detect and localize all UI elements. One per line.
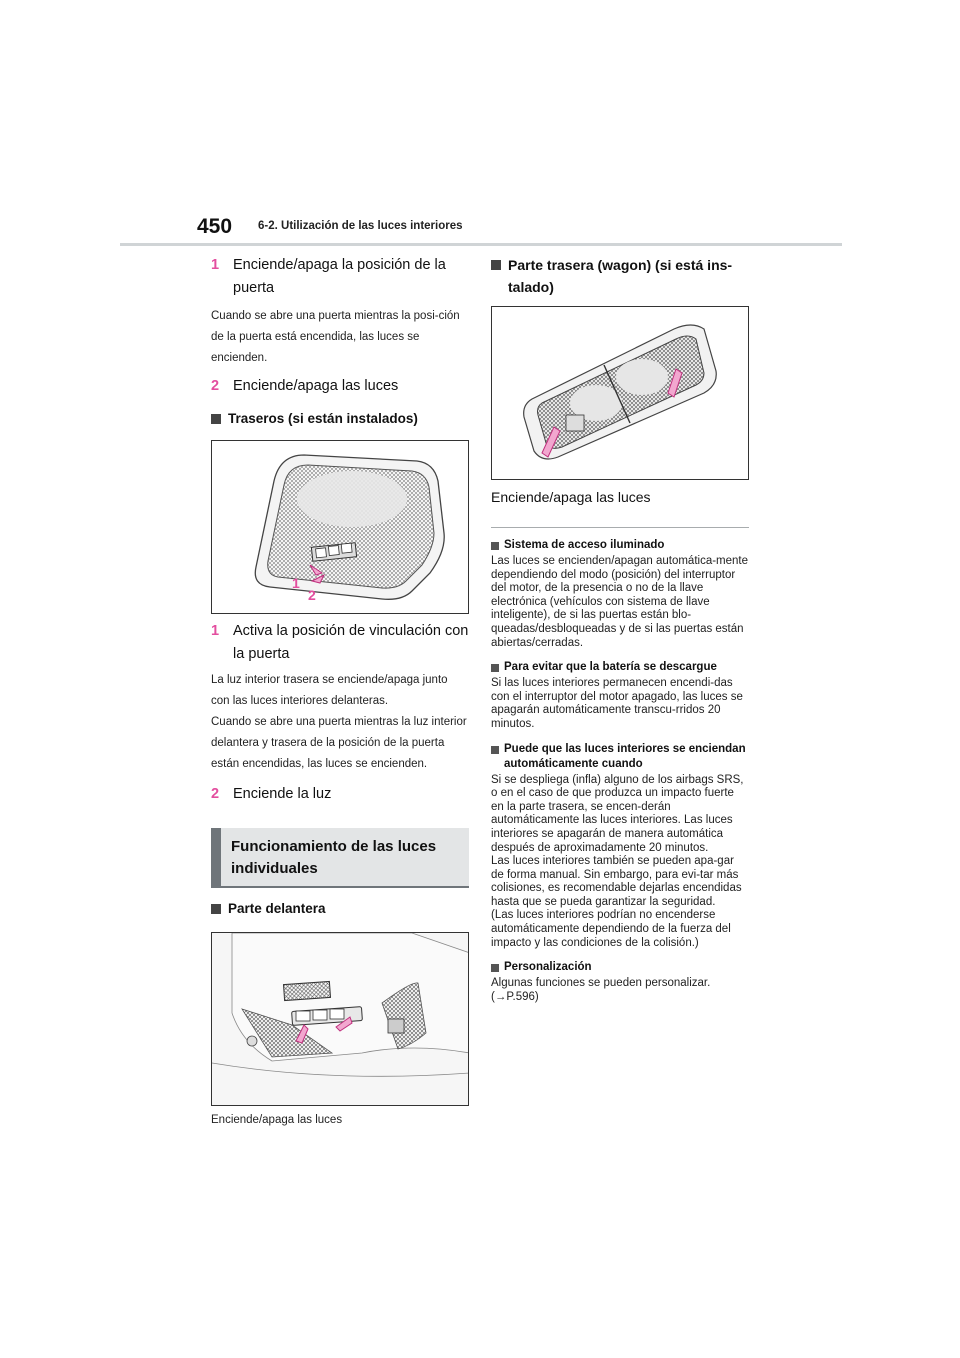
- figure-label-1: 1: [292, 575, 300, 591]
- square-bullet-icon: [211, 904, 221, 914]
- wagon-caption: Enciende/apaga las luces: [491, 489, 651, 505]
- rear-dome-light-illustration: [212, 441, 469, 614]
- item-text: Enciende la luz: [233, 786, 332, 802]
- item-description: Cuando se abre una puerta mientras la luz interior delantera y trasera de la posición de la puerta están encendidas, las luces se encienden.: [211, 716, 467, 770]
- item-text: Activa la posición de vinculación con la puerta: [233, 623, 469, 662]
- page-number: 450: [197, 215, 233, 238]
- note-title: [491, 742, 749, 772]
- section-underline: [211, 886, 469, 888]
- rear-light-figure: [211, 440, 469, 614]
- note-body: Algunas funciones se pueden personalizar. (→P.596): [491, 977, 711, 1003]
- note-title-text: Para evitar que la batería se descargue: [504, 661, 717, 674]
- left-column: [211, 254, 469, 1128]
- section-banner: Funcionamiento de las luces individuales: [211, 828, 469, 886]
- heading-text: Parte trasera (wagon) (si está ins-talado): [508, 257, 733, 295]
- numbered-item-lights: [211, 375, 469, 398]
- heading-text: Parte delantera: [228, 901, 326, 916]
- note-body: Si se despliega (infla) alguno de los airbags SRS, o en el caso de que produzca un impacto fuerte en la parte trasera, se encen-derán automáticamente las luces interiores. Las luces interiores se apagarán de manera automática después de aproximadamente 20 minutos. Las luces interiores también se pueden apa-gar de forma manual. Sin embargo, para evi-tar más colisiones, es recomendable dejarlas encendidas hasta que se pueda garantizar la seguridad. (Las luces interiores podrían no encenderse automáticamente dependiendo de la fuerza del impacto y las condiciones de la colisión.): [491, 773, 744, 949]
- wagon-rear-light-illustration: [492, 307, 749, 480]
- note-title-text: Sistema de acceso iluminado: [504, 539, 665, 551]
- figure-label-2: 2: [308, 587, 316, 603]
- item-description: La luz interior trasera se enciende/apaga junto con las luces interiores delanteras.: [211, 674, 448, 707]
- note-title: [491, 660, 749, 675]
- numbered-item-door-position: [211, 254, 469, 300]
- notes-divider: [491, 527, 749, 528]
- square-bullet-icon: [491, 260, 501, 270]
- numbered-item-turn-on: [211, 783, 469, 806]
- header-rule: [120, 243, 842, 246]
- item-description: Cuando se abre una puerta mientras la posi-ción de la puerta está encendida, las luces se encienden.: [211, 310, 460, 364]
- item-number: 2: [211, 786, 220, 802]
- front-heading: [211, 898, 469, 920]
- note-item: [491, 960, 749, 1004]
- note-item: [491, 538, 749, 650]
- item-number: 1: [211, 257, 220, 273]
- item-text: Enciende/apaga las luces: [233, 378, 399, 394]
- note-body: Las luces se encienden/apagan automática-mente dependiendo del modo (posición) del interruptor del motor, de la presencia o no de la llave electrónica (vehículos con sistema de llave inteligente), de si las puertas están blo-queadas/desbloqueadas y de si las puertas están abiertas/cerradas.: [491, 555, 749, 649]
- note-title: [491, 538, 749, 553]
- item-text: Enciende/apaga la posición de la puerta: [233, 257, 446, 296]
- rear-lights-heading: [211, 408, 469, 430]
- square-bullet-icon: [491, 746, 499, 754]
- numbered-item-door-link: [211, 620, 469, 666]
- right-column: [491, 254, 749, 1004]
- note-title: [491, 960, 749, 975]
- header-title: 6-2. Utilización de las luces interiores: [258, 220, 463, 232]
- front-caption: Enciende/apaga las luces: [211, 1114, 343, 1126]
- front-overhead-console-illustration: [212, 933, 469, 1106]
- wagon-light-figure: [491, 306, 749, 480]
- note-item: [491, 742, 749, 951]
- front-light-figure: [211, 932, 469, 1106]
- square-bullet-icon: [491, 964, 499, 972]
- section-banner-wrapper: [211, 828, 469, 888]
- note-title-text: Puede que las luces interiores se enciendan automáticamente cuando: [504, 742, 746, 770]
- notes-list: [491, 538, 749, 1004]
- item-number: 2: [211, 378, 220, 394]
- heading-text: Traseros (si están instalados): [228, 411, 418, 426]
- note-item: [491, 660, 749, 731]
- square-bullet-icon: [491, 542, 499, 550]
- square-bullet-icon: [211, 414, 221, 424]
- note-title-text: Personalización: [504, 961, 592, 974]
- wagon-heading: [491, 254, 749, 298]
- item-number: 1: [211, 623, 220, 639]
- square-bullet-icon: [491, 664, 499, 672]
- note-body: Si las luces interiores permanecen encendi-das con el interruptor del motor apagado, las luces se apagarán automáticamente transcu-rridos 20 minutos.: [491, 677, 743, 730]
